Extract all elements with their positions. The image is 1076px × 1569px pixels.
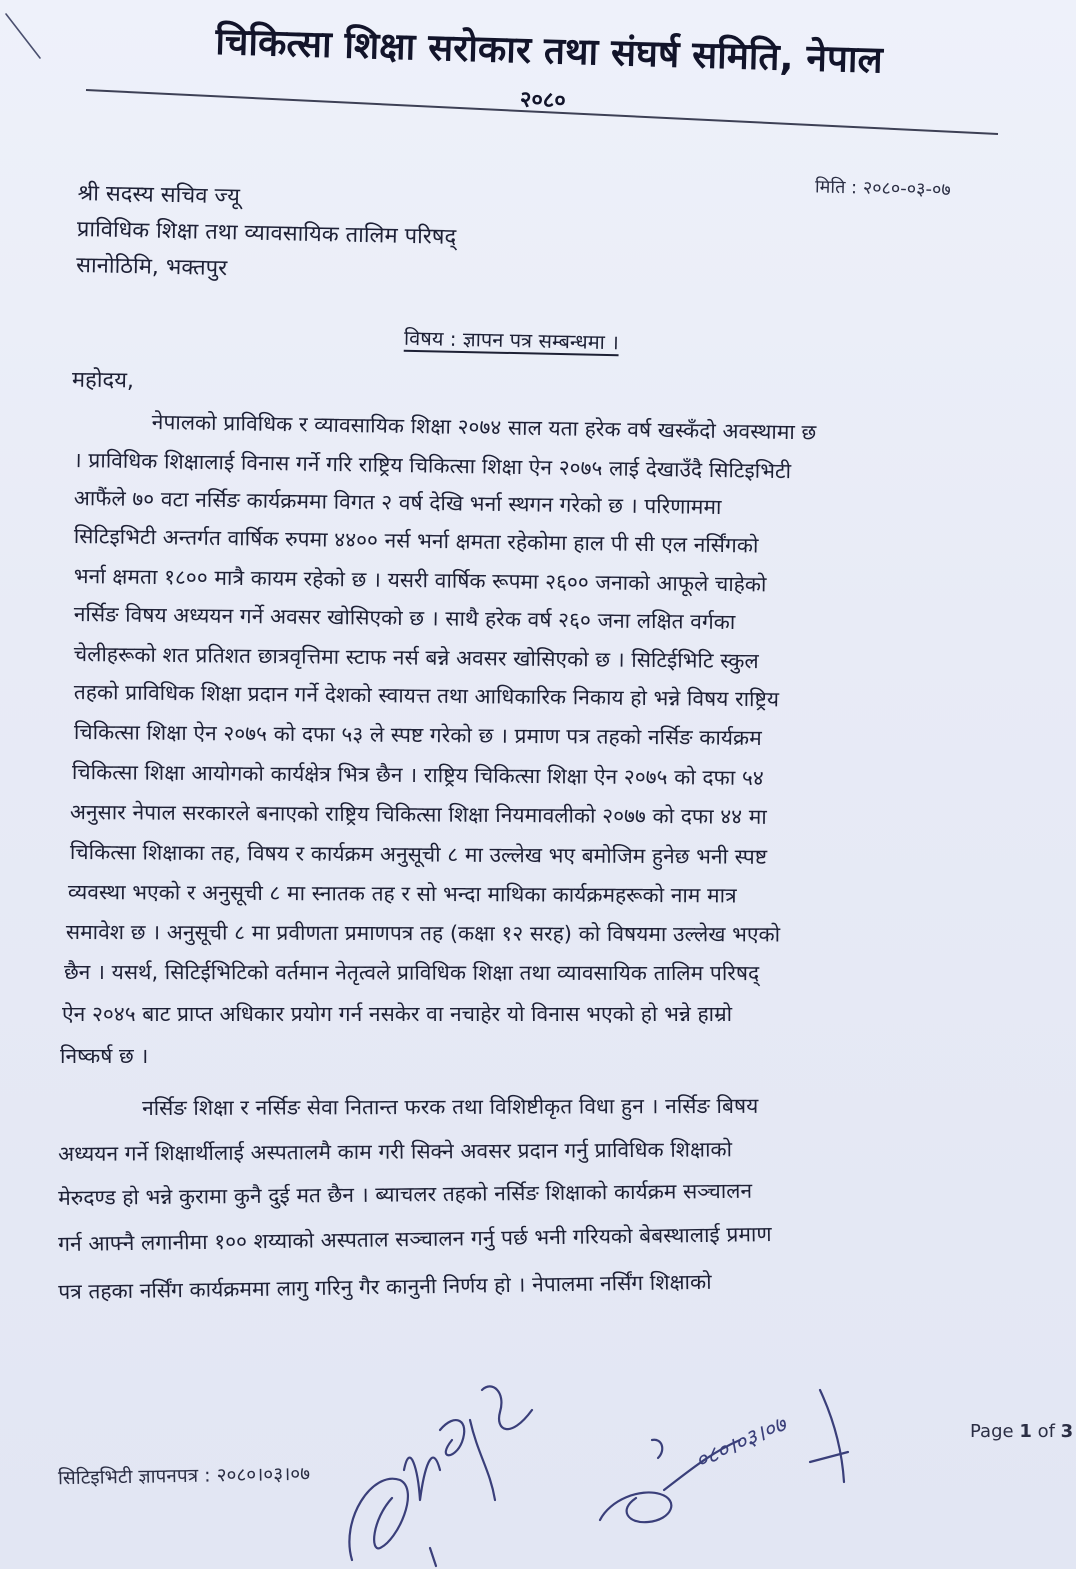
body-line: नर्सिङ शिक्षा र नर्सिङ सेवा नितान्त फरक तथा विशिष्टीकृत विधा हुन । नर्सिङ बिषय [142, 1093, 759, 1120]
body-line: तहको प्राविधिक शिक्षा प्रदान गर्ने देशको स्वायत्त तथा आधिकारिक निकाय हो भन्ने विषय राष्ट्रिय [73, 679, 780, 712]
body-line: ऐन २०४५ बाट प्राप्त अधिकार प्रयोग गर्न नसकेर वा नचाहेर यो विनास भएको हो भन्ने हाम्रो [62, 1002, 733, 1026]
body-line: । प्राविधिक शिक्षालाई विनास गर्ने गरि राष्ट्रिय चिकित्सा शिक्षा ऐन २०७५ लाई देखाउँदै सिटिइभिटी [73, 447, 792, 484]
body-line: पत्र तहका नर्सिंग कार्यक्रममा लागु गरिनु गैर कानुनी निर्णय हो । नेपालमा नर्सिंग शिक्षाको [58, 1269, 712, 1304]
body-line: अध्ययन गर्ने शिक्षार्थीलाई अस्पतालमै काम गरी सिक्ने अवसर प्रदान गर्नु प्राविधिक शिक्षाको [58, 1137, 733, 1166]
signature-2-date: ०८०।०३।०७ [691, 1412, 791, 1475]
body-line: मेरुदण्ड हो भन्ने कुरामा कुनै दुई मत छैन । ब्याचलर तहको नर्सिङ शिक्षाको कार्यक्रम सञ्चालन [58, 1178, 753, 1210]
organization-title: चिकित्सा शिक्षा सरोकार तथा संघर्ष समिति, नेपाल [214, 19, 884, 82]
body-line: निष्कर्ष छ । [60, 1044, 149, 1068]
recipient-address: सानोठिमि, भक्तपुर [75, 252, 228, 282]
letter-subject: विषय : ज्ञापन पत्र सम्बन्धमा । [403, 325, 620, 355]
body-line: भर्ना क्षमता १८०० मात्रै कायम रहेको छ । यसरी वार्षिक रूपमा २६०० जनाको आफूले चाहेको [73, 563, 767, 597]
body-line: चेलीहरूको शत प्रतिशत छात्रवृत्तिमा स्टाफ नर्स बन्ने अवसर खोसिएको छ । सिटिईभिटि स्कुल [73, 641, 759, 674]
body-line: अनुसार नेपाल सरकारले बनाएको राष्ट्रिय चिकित्सा शिक्षा नियमावलीको २०७७ को दफा ४४ मा [69, 799, 767, 829]
body-line: चिकित्सा शिक्षाका तह, विषय र कार्यक्रम अनुसूची ८ मा उल्लेख भए बमोजिम हुनेछ भनी स्पष्ट [69, 839, 768, 869]
body-line: आफैंले ७० वटा नर्सिङ कार्यक्रममा विगत २ वर्ष देखि भर्ना स्थगन गरेको छ । परिणाममा [73, 485, 722, 520]
page-total: 3 [1060, 1421, 1074, 1442]
body-line: गर्न आफ्नै लगानीमा १०० शय्याको अस्पताल सञ्चालन गर्नु पर्छ भनी गरियको बेबस्थालाई प्रमाण [58, 1222, 772, 1256]
recipient-office: प्राविधिक शिक्षा तथा व्यावसायिक तालिम परिषद् [76, 216, 457, 250]
page-current: 1 [1019, 1421, 1032, 1442]
body-line: सिटिइभिटी अन्तर्गत वार्षिक रुपमा ४४०० नर्स भर्ना क्षमता रहेकोमा हाल पी सी एल नर्सिंगको [73, 523, 759, 558]
body-line: चिकित्सा शिक्षा ऐन २०७५ को दफा ५३ ले स्पष्ट गरेको छ । प्रमाण पत्र तहको नर्सिङ कार्यक्रम [73, 719, 762, 751]
salutation: महोदय, [71, 367, 135, 394]
body-line: व्यवस्था भएको र अनुसूची ८ मा स्नातक तह र सो भन्दा माथिका कार्यक्रमहरूको नाम मात्र [67, 880, 737, 908]
body-line: समावेश छ । अनुसूची ८ मा प्रवीणता प्रमाणपत्र तह (कक्षा १२ सरह) को विषयमा उल्लेख भएको [65, 920, 781, 947]
page-prefix: Page [970, 1421, 1020, 1442]
body-line: छैन । यसर्थ, सिटिईभिटिको वर्तमान नेतृत्वले प्राविधिक शिक्षा तथा व्यावसायिक तालिम परिषद् [63, 960, 760, 986]
body-line: नर्सिङ विषय अध्ययन गर्ने अवसर खोसिएको छ । साथै हरेक वर्ष २६० जना लक्षित वर्गका [73, 601, 736, 635]
footer-reference: सिटिइभिटी ज्ञापनपत्र : २०८०।०३।०७ [57, 1462, 311, 1490]
recipient-title: श्री सदस्य सचिव ज्यू [77, 180, 241, 210]
body-line: नेपालको प्राविधिक र व्यावसायिक शिक्षा २०७४ साल यता हरेक वर्ष खस्कँदो अवस्थामा छ [151, 409, 817, 445]
organization-year: २०८० [519, 87, 567, 114]
letter-date: मिति : २०८०-०३-०७ [814, 176, 951, 201]
page-number [970, 1421, 1073, 1442]
body-line: चिकित्सा शिक्षा आयोगको कार्यक्षेत्र भित्र छैन । राष्ट्रिय चिकित्सा शिक्षा ऐन २०७५ को दफा ५४ [71, 759, 764, 791]
page-middle: of [1031, 1421, 1061, 1442]
